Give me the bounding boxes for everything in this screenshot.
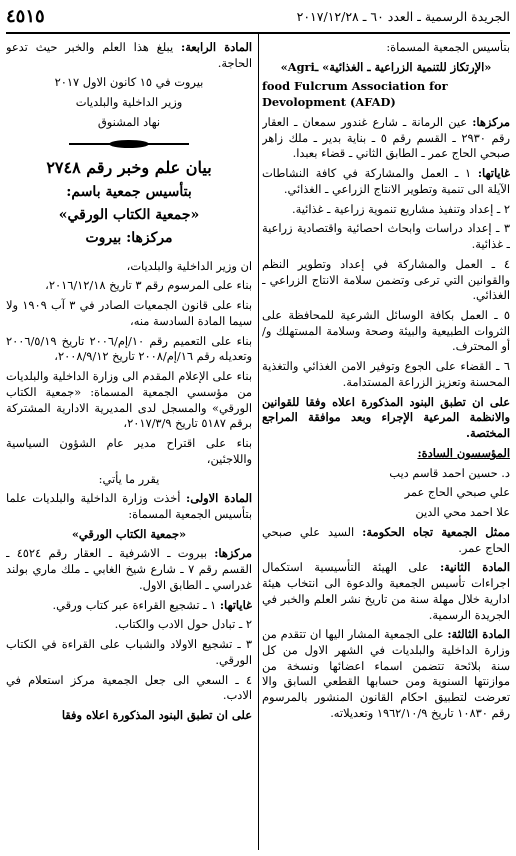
page-header	[6, 6, 510, 30]
gazette-issue-line: الجريدة الرسمية ـ العدد ٦٠ ـ ٢٠١٧/١٢/٢٨	[296, 9, 510, 24]
article-three-text: على الجمعية المشار اليها ان تتقدم من وزارة الداخلية والبلديات في الشهر الاول من كل سنة بلائحة تتضمن اسماء اعضائها ونسخة من موازنتها السنوية ومن حسابها القطعي السابق والا تعرضت لتطبيق احكام القانون المنشور بالمرسوم رقم ١٠٨٣٠ تاريخ ١٩٦٢/١٠/٩ وتعديلاته.	[262, 627, 510, 720]
article-four-label: المادة الرابعة:	[180, 40, 252, 54]
section-separator	[69, 139, 189, 149]
headquarters-label: مركزها:	[214, 546, 252, 561]
objective-1: ١ ـ تشجيع القراءة عبر كتاب ورقي.	[52, 597, 220, 612]
article-three-label: المادة الثالثة:	[447, 627, 510, 642]
association-name: «جمعية الكتاب الورقي»	[58, 207, 200, 224]
decision-heading: يقرر ما يأتي:	[98, 471, 160, 486]
signatory-title: وزير الداخلية والبلديات	[75, 95, 183, 110]
headquarters-paragraph	[262, 115, 510, 162]
objective-2: ٢ ـ إعداد وتنفيذ مشاريع تنموية زراعية ـ غذائية.	[292, 201, 510, 216]
headquarters-text: بيروت ـ الاشرفية ـ العقار رقم ٤٥٢٤ ـ القسم رقم ٧ ـ شارع شيخ الغابي ـ ملك ماري بولند غدراسي ـ الطابق الاول.	[6, 546, 252, 592]
signing-place-date: بيروت في ١٥ كانون الاول ٢٠١٧	[54, 75, 204, 90]
recital-notification: بناء على الإعلام المقدم الى وزارة الداخلية والبلديات من مؤسسي الجمعية المسماة: «جمعية الكتاب الورقي» والمسجل لدى المديرية الادارية المشتركة برقم ٥١٨٧ تاريخ ٢٠١٧/٣/٩،	[6, 369, 252, 431]
government-representative	[262, 525, 510, 556]
article-two-text: على الهيئة التأسيسية استكمال اجراءات تأسيس الجمعية والدعوة الى انتخاب هيئة ادارية خلال مهلة سنة من تاريخ نشر العلم والخبر في الجريدة الرسمية.	[262, 560, 510, 622]
founder-name: علا احمد محي الدين	[415, 505, 510, 520]
representative-label: ممثل الجمعية تجاه الحكومة:	[362, 524, 510, 539]
headquarters-text: عين الرمانة ـ شارع غندور سمعان ـ العقار رقم ٢٩٣٠ ـ القسم رقم ٥ ـ بناية بدير ـ ملك زاهر صبحي الحاج عمر ـ الطابق الثاني ـ قضاء بعبدا.	[262, 114, 510, 161]
article-four-text: يبلغ هذا العلم والخبر حيث تدعو الحاجة.	[6, 40, 252, 70]
notice-title: بيان علم وخبر رقم ٢٧٤٨	[46, 157, 212, 177]
minister-intro: ان وزير الداخلية والبلديات،	[126, 258, 252, 273]
objective-3: ٣ ـ إعداد دراسات وابحاث احصائية واقتصادية زراعية ـ غذائية.	[262, 221, 510, 252]
representative-text: السيد علي صبحي الحاج عمر.	[262, 524, 510, 555]
page-number: ٤٥١٥	[6, 6, 45, 27]
objective-4: ٤ ـ العمل والمشاركة في إعداد وتطوير النظم والقوانين التي ترعى وتضمن سلامة الانتاج الزراعي ـ الغذائي.	[262, 256, 510, 303]
headquarters-paragraph	[6, 546, 252, 593]
recital-decree: بناء على المرسوم رقم ٣ تاريخ ٢٠١٦/١٢/١٨،	[45, 278, 252, 293]
recital-circular: بناء على التعميم رقم ١٠/إم/٢٠٠٦ تاريخ ٢٠٠٦/٥/١٩ وتعديله رقم ١٦/إم/٢٠٠٨ تاريخ ٢٠٠٨/٩/١٢،	[6, 333, 252, 364]
article-two-label: المادة الثانية:	[439, 560, 510, 575]
right-column	[262, 40, 510, 852]
objective-5: ٥ ـ العمل بكافة الوسائل الشرعية للمحافظة على الثروات الطبيعية والبيئة وصحة وسلامة المستهلك و/أو المحترف.	[262, 308, 510, 354]
compliance-clause: على ان تطبق البنود المذكورة اعلاه وفقا	[61, 708, 252, 723]
objectives-label: غاياتها:	[477, 166, 510, 181]
article-one-text: أخذت وزارة الداخلية والبلديات علما بتأسيس الجمعية المسماة:	[6, 491, 252, 521]
signatory-name: نهاد المشنوق	[97, 114, 161, 129]
objective-3: ٣ ـ تشجيع الاولاد والشباب على القراءة في الكتاب الورقي.	[6, 637, 252, 667]
intro-line: بتأسيس الجمعية المسماة:	[386, 40, 510, 54]
column-divider	[258, 34, 259, 850]
objective-6: ٦ ـ القضاء على الجوع وتوفير الامن الغذائي والتغذية المحسنة وتعزيز الزراعة المستدامة.	[262, 359, 510, 389]
recital-law: بناء على قانون الجمعيات الصادر في ٣ آب ١٩٠٩ ولا سيما المادة السادسة منه،	[6, 298, 252, 328]
objective-4: ٤ ـ السعي الى جعل الجمعية مركز استعلام في الادب.	[6, 672, 252, 703]
headquarters-label: مركزها:	[472, 114, 510, 129]
founders-heading: المؤسسون السادة:	[417, 445, 510, 460]
association-name-english: food Fulcrum Association for Devolopment (AFAD)	[262, 79, 448, 110]
notice-headquarters: مركزها: بيروت	[85, 230, 173, 247]
compliance-clause: على ان تطبق البنود المذكورة اعلاه وفقا للقوانين والانظمة المرعية الإجراء وبعد موافقة المراجع المختصة.	[262, 394, 510, 441]
association-name-arabic: «الإرتكاز للتنمية الزراعية ـ الغذائية» ـAgri»	[280, 59, 492, 74]
objective-2: ٢ ـ تبادل حول الادب والكتاب.	[114, 617, 252, 632]
article-one-label: المادة الاولى:	[186, 491, 252, 506]
notice-subtitle: بتأسيس جمعية باسم:	[66, 183, 192, 200]
founder-name: علي صبحي الحاج عمر	[404, 485, 510, 500]
article-three	[262, 627, 510, 721]
article-one	[6, 491, 252, 522]
article-four	[6, 40, 252, 71]
objectives-label: غاياتها:	[219, 597, 252, 612]
recital-proposal: بناء على اقتراح مدير عام الشؤون السياسية واللاجئين،	[6, 436, 252, 466]
objective-1: ١ ـ العمل والمشاركة في كافة النشاطات الآيلة الى تنمية وتطوير الانتاج الزراعي ـ الغذائي.	[262, 166, 510, 196]
association-name-repeat: «جمعية الكتاب الورقي»	[71, 526, 187, 541]
left-column	[6, 40, 252, 852]
founder-name: د. حسين احمد قاسم ديب	[389, 465, 510, 480]
objectives-paragraph	[6, 598, 252, 614]
article-two	[262, 560, 510, 623]
objectives-paragraph	[262, 166, 510, 197]
